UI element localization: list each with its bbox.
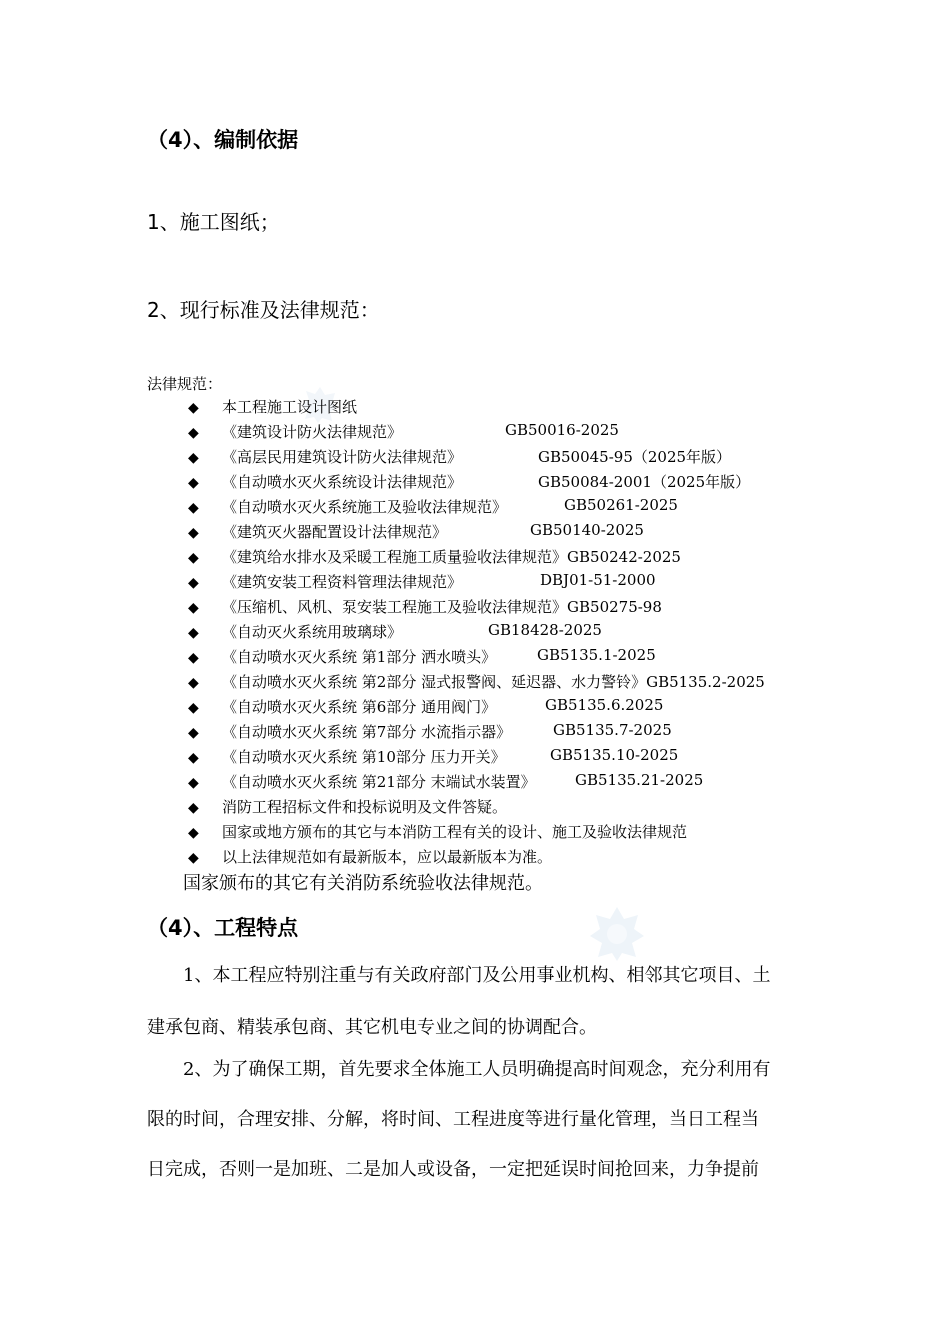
diamond-bullet-icon: ◆ [188, 650, 199, 666]
regulation-item [188, 671, 765, 693]
diamond-bullet-icon: ◆ [188, 850, 199, 866]
regulation-code: GB50140-2025 [530, 521, 644, 539]
national-note: 国家颁布的其它有关消防系统验收法律规范。 [183, 873, 543, 894]
regulation-name: 《自动喷水灭火系统设计法律规范》 [222, 473, 463, 491]
diamond-bullet-icon: ◆ [188, 525, 199, 541]
regulation-code: GB18428-2025 [488, 621, 602, 639]
regulation-name: 《自动喷水灭火系统 第2部分 湿式报警阀、延迟器、水力警铃》 [222, 673, 647, 691]
regulation-name: 《自动喷水灭火系统施工及验收法律规范》 [222, 498, 508, 516]
paragraph-line: 建承包商、精装承包商、其它机电专业之间的协调配合。 [147, 1017, 597, 1038]
regulation-item [188, 521, 644, 543]
paragraph-line: 1、本工程应特别注重与有关政府部门及公用事业机构、相邻其它项目、土 [183, 965, 771, 986]
regulation-name: 《自动喷水灭火系统 第7部分 水流指示器》 [222, 723, 512, 741]
regulation-item [188, 621, 602, 643]
regulation-item [188, 796, 507, 818]
regulation-name: 以上法律规范如有最新版本，应以最新版本为准。 [222, 848, 553, 866]
item-construction-drawings: 1、施工图纸； [147, 210, 280, 234]
regulation-name: 《自动灭火系统用玻璃球》 [222, 623, 403, 641]
diamond-bullet-icon: ◆ [188, 775, 199, 791]
regulation-code: GB50275-98 [567, 598, 662, 616]
section-title-compile-basis: （4）、编制依据 [147, 128, 299, 152]
regulation-item [188, 846, 552, 868]
regulation-item [188, 421, 619, 443]
diamond-bullet-icon: ◆ [188, 550, 199, 566]
regulation-code: GB5135.21-2025 [575, 771, 704, 789]
regulation-name: 本工程施工设计图纸 [222, 398, 358, 416]
regulation-name: 《建筑给水排水及采暖工程施工质量验收法律规范》 [222, 548, 568, 566]
regulation-item [188, 596, 662, 618]
regulation-item [188, 546, 681, 568]
regulation-item [188, 821, 687, 843]
regulation-item [188, 396, 357, 418]
diamond-bullet-icon: ◆ [188, 425, 199, 441]
regulation-name: 消防工程招标文件和投标说明及文件答疑。 [222, 798, 508, 816]
regulation-item [188, 471, 751, 493]
section-title-project-features: （4）、工程特点 [147, 916, 299, 940]
diamond-bullet-icon: ◆ [188, 475, 199, 491]
diamond-bullet-icon: ◆ [188, 575, 199, 591]
item-current-standards: 2、现行标准及法律规范： [147, 298, 380, 322]
diamond-bullet-icon: ◆ [188, 675, 199, 691]
regulation-name: 《自动喷水灭火系统 第21部分 末端试水装置》 [222, 773, 536, 791]
paragraph-line: 限的时间，合理安排、分解，将时间、工程进度等进行量化管理，当日工程当 [147, 1109, 759, 1130]
diamond-bullet-icon: ◆ [188, 600, 199, 616]
regulations-label: 法律规范： [147, 375, 223, 393]
diamond-bullet-icon: ◆ [188, 750, 199, 766]
diamond-bullet-icon: ◆ [188, 800, 199, 816]
regulation-item [188, 721, 672, 743]
regulation-name: 《高层民用建筑设计防火法律规范》 [222, 448, 463, 466]
regulation-item [188, 496, 678, 518]
regulation-code: GB5135.1-2025 [537, 646, 656, 664]
regulation-name: 《自动喷水灭火系统 第10部分 压力开关》 [222, 748, 506, 766]
regulation-name: 国家或地方颁布的其它与本消防工程有关的设计、施工及验收法律规范 [222, 823, 688, 841]
regulation-name: 《建筑灭火器配置设计法律规范》 [222, 523, 448, 541]
diamond-bullet-icon: ◆ [188, 825, 199, 841]
regulation-name: 《压缩机、风机、泵安装工程施工及验收法律规范》 [222, 598, 568, 616]
regulation-code: GB50045-95（2025年版） [538, 448, 732, 466]
regulation-code: GB50261-2025 [564, 496, 678, 514]
regulation-name: 《建筑设计防火法律规范》 [222, 423, 403, 441]
diamond-bullet-icon: ◆ [188, 700, 199, 716]
diamond-bullet-icon: ◆ [188, 450, 199, 466]
regulation-code: GB50016-2025 [505, 421, 619, 439]
regulation-code: GB5135.10-2025 [550, 746, 679, 764]
regulation-code: GB5135.2-2025 [646, 673, 765, 691]
diamond-bullet-icon: ◆ [188, 625, 199, 641]
regulation-name: 《建筑安装工程资料管理法律规范》 [222, 573, 463, 591]
regulation-code: DBJ01-51-2000 [540, 571, 656, 589]
regulation-item [188, 446, 732, 468]
regulation-item [188, 646, 656, 668]
diamond-bullet-icon: ◆ [188, 500, 199, 516]
diamond-bullet-icon: ◆ [188, 400, 199, 416]
regulation-name: 《自动喷水灭火系统 第6部分 通用阀门》 [222, 698, 497, 716]
paragraph-line: 日完成，否则一是加班、二是加人或设备，一定把延误时间抢回来，力争提前 [147, 1159, 759, 1180]
regulation-item [188, 771, 704, 793]
regulation-code: GB5135.7-2025 [553, 721, 672, 739]
regulation-item [188, 696, 664, 718]
regulation-item [188, 571, 656, 593]
regulation-item [188, 746, 679, 768]
regulation-code: GB50242-2025 [567, 548, 681, 566]
regulation-code: GB5135.6.2025 [545, 696, 664, 714]
watermark-logo [588, 905, 646, 963]
paragraph-line: 2、为了确保工期，首先要求全体施工人员明确提高时间观念，充分利用有 [183, 1059, 771, 1080]
regulation-code: GB50084-2001（2025年版） [538, 473, 751, 491]
diamond-bullet-icon: ◆ [188, 725, 199, 741]
regulation-name: 《自动喷水灭火系统 第1部分 洒水喷头》 [222, 648, 497, 666]
